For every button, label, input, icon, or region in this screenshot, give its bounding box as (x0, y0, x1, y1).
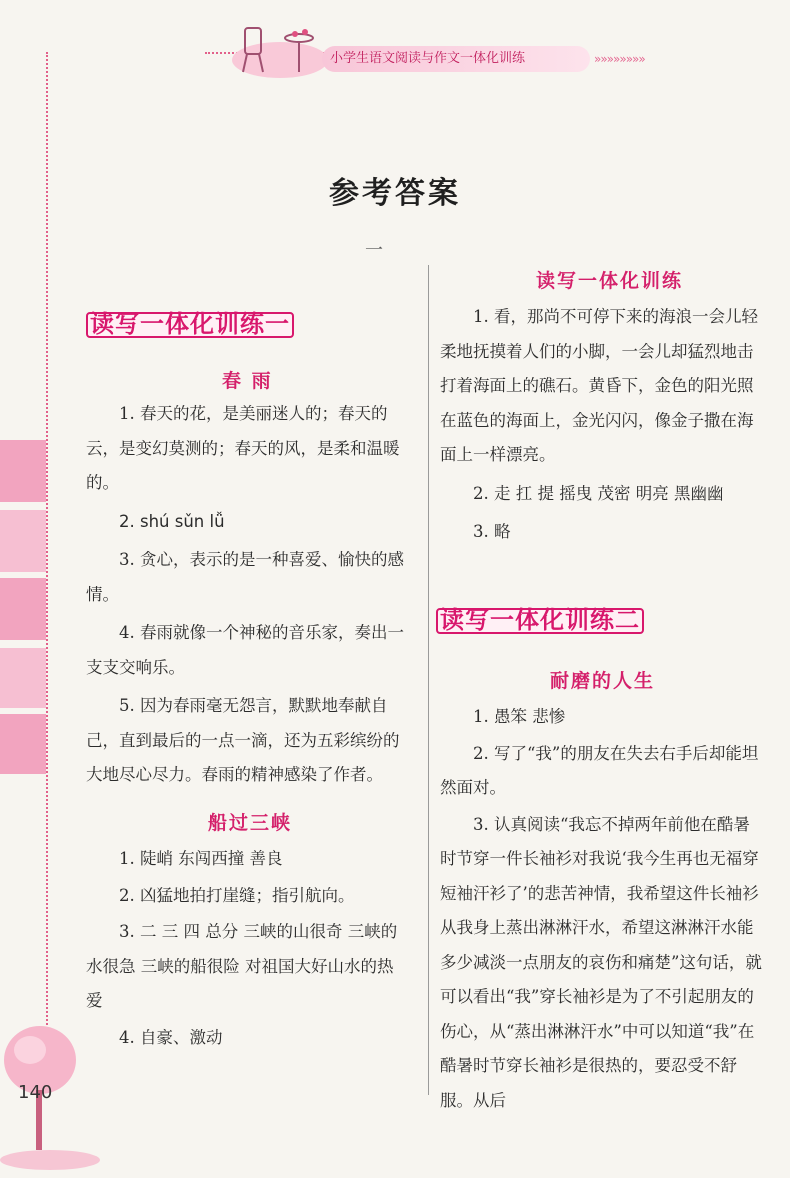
answer-para: 4. 春雨就像一个神秘的音乐家，奏出一支支交响乐。 (86, 623, 404, 677)
banner-training-1: 读写一体化训练一 (90, 304, 290, 344)
answer-para: 2. 凶猛地拍打崖缝；指引航向。 (119, 885, 355, 905)
section-dash: 一 (365, 240, 383, 261)
answers-training (440, 300, 764, 550)
answer-para: 1. 春天的花，是美丽迷人的；春天的云，是变幻莫测的；春天的风，是柔和温暖的。 (86, 404, 400, 492)
answer-para: 5. 因为春雨毫无怨言，默默地奉献自己，直到最后的一点一滴，还为五彩缤纷的大地尽心尽力。春雨的精神感染了作者。 (86, 696, 400, 784)
banner-training-2: 读写一体化训练二 (440, 600, 640, 640)
section-title-training: 读写一体化训练 (536, 270, 684, 292)
column-divider (428, 265, 429, 1095)
answer-para: 3. 二 三 四 总分 三峡的山很奇 三峡的水很急 三峡的船很险 对祖国大好山水的热爱 (86, 922, 398, 1010)
answer-para: 2. shú sǔn lǚ (119, 511, 225, 531)
header-arrows-icon: »»»»»»»» (594, 52, 645, 66)
side-tab (0, 714, 46, 774)
side-tab (0, 648, 46, 708)
section-title-three-gorges: 船过三峡 (208, 812, 293, 834)
answer-para: 3. 略 (473, 522, 511, 541)
answers-spring-rain (86, 397, 404, 793)
answer-para: 1. 看，那尚不可停下来的海浪一会儿轻柔地抚摸着人们的小脚，一会儿却猛烈地击打着海面上的礁石。黄昏下，金色的阳光照在蓝色的海面上，金光闪闪，像金子撒在海面上一样漂亮。 (440, 307, 758, 464)
section-title-spring-rain: 春 雨 (222, 370, 273, 392)
answers-three-gorges (86, 842, 404, 1055)
garden-chair-illustration (225, 10, 335, 90)
side-tab (0, 440, 46, 502)
answer-para: 3. 认真阅读“我忘不掉两年前他在酷暑时节穿一件长袖衫对我说‘我今生再也无福穿短袖汗衫了’的悲苦神情，我希望这件长袖衫从我身上蒸出淋淋汗水，希望这淋淋汗水能多少减淡一点朋友的哀伤和痛楚”这句话，就可以看出“我”穿长袖衫是为了不引起朋友的伤心，从“蒸出淋淋汗水”中可以知道“我”在酷暑时节穿长袖衫是很热的，要忍受不舒服。从后 (440, 814, 762, 1110)
running-header-title: 小学生语文阅读与作文一体化训练 (330, 51, 526, 66)
answer-para: 1. 陡峭 东闯西撞 善良 (119, 849, 283, 868)
page-title: 参考答案 (329, 176, 461, 211)
answer-para: 4. 自豪、激动 (119, 1027, 223, 1047)
side-tab (0, 578, 46, 640)
answers-enduring-life (440, 700, 764, 1118)
section-title-enduring-life: 耐磨的人生 (550, 670, 656, 692)
answer-para: 2. 写了“我”的朋友在失去右手后却能坦然面对。 (440, 743, 759, 797)
side-tab (0, 510, 46, 572)
answer-para: 3. 贪心，表示的是一种喜爱、愉快的感情。 (86, 550, 404, 604)
answer-para: 2. 走 扛 提 摇曳 茂密 明亮 黑幽幽 (473, 483, 724, 503)
page-number: 140 (18, 1082, 53, 1103)
corner-tree-illustration (0, 1020, 110, 1178)
answer-para: 1. 愚笨 悲惨 (473, 707, 566, 726)
